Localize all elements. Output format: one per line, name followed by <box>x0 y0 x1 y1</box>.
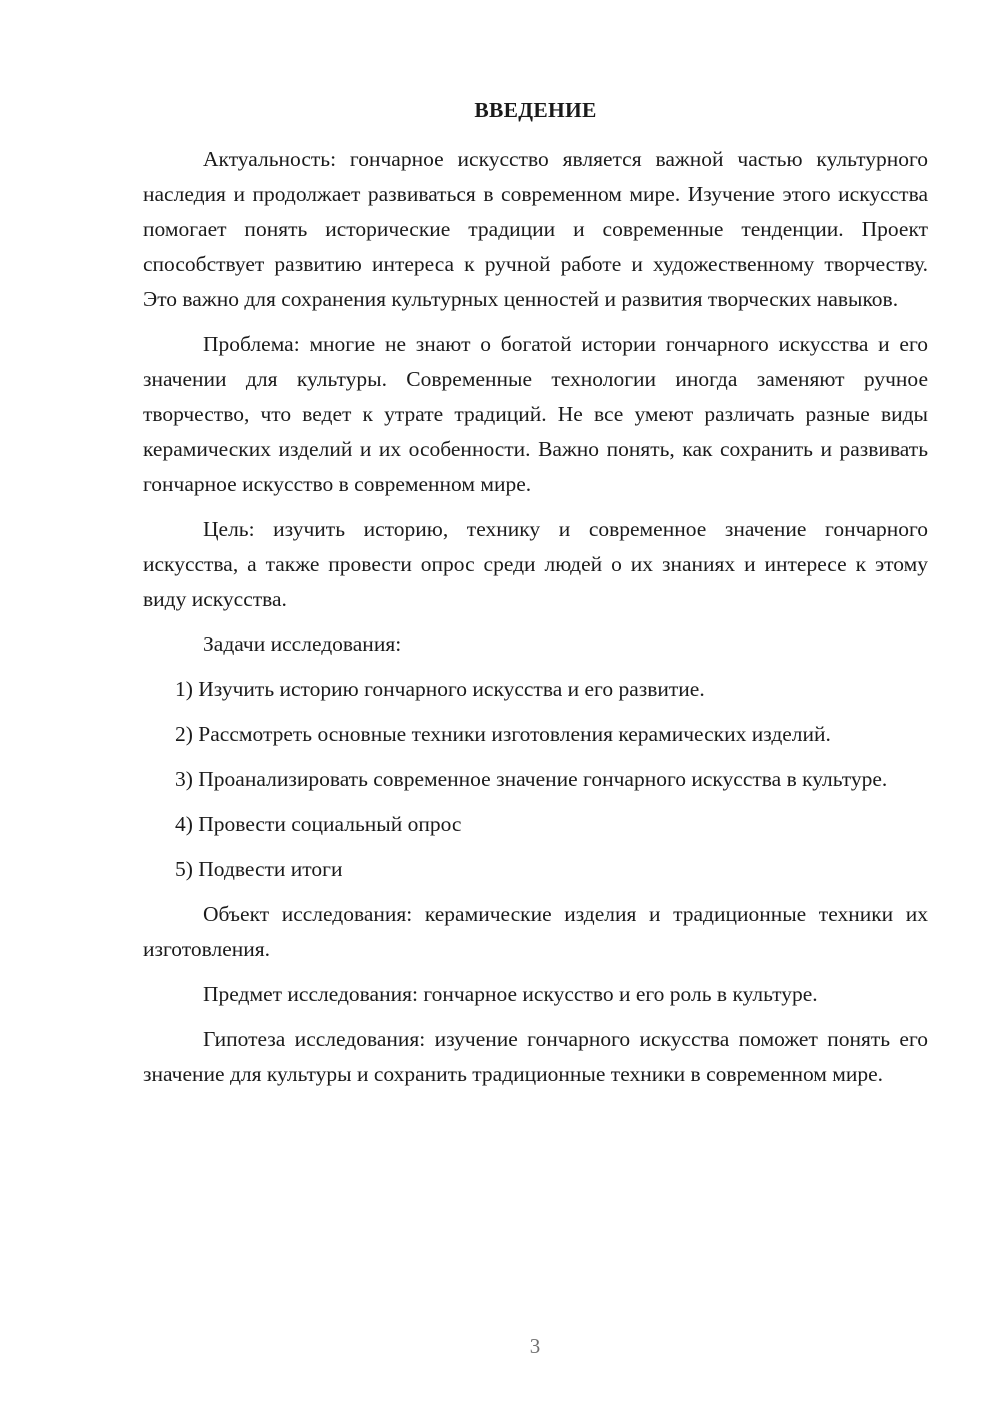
tasks-heading: Задачи исследования: <box>203 632 402 656</box>
subject-paragraph: Предмет исследования: гончарное искусство и его роль в культуре. <box>203 982 818 1006</box>
page-title: ВВЕДЕНИЕ <box>474 98 597 122</box>
page-number: 3 <box>529 1334 541 1358</box>
hypothesis-paragraph: Гипотеза исследования: изучение гончарного искусства поможет понять его значение для культуры и сохранить традиционные техники в современном мире. <box>143 1027 928 1086</box>
task-item-2: 2) Рассмотреть основные техники изготовления керамических изделий. <box>175 722 831 746</box>
task-item-1: 1) Изучить историю гончарного искусства и его развитие. <box>175 677 705 701</box>
object-paragraph: Объект исследования: керамические изделия и традиционные техники их изготовления. <box>143 902 928 961</box>
document-page <box>143 88 928 1102</box>
task-item-3: 3) Проанализировать современное значение гончарного искусства в культуре. <box>175 767 888 791</box>
problem-paragraph: Проблема: многие не знают о богатой истории гончарного искусства и его значении для культуры. Современные технологии иногда заменяют ручное творчество, что ведет к утрате традиций. Не все умеют различать разные виды керамических изделий и их особенности. Важно понять, как сохранить и развивать гончарное искусство в современном мире. <box>143 332 928 496</box>
task-item-5: 5) Подвести итоги <box>175 857 343 881</box>
relevance-paragraph: Актуальность: гончарное искусство является важной частью культурного наследия и продолжает развиваться в современном мире. Изучение этого искусства помогает понять исторические традиции и современные тенденции. Проект способствует развитию интереса к ручной работе и художественному творчеству. Это важно для сохранения культурных ценностей и развития творческих навыков. <box>143 147 928 311</box>
goal-paragraph: Цель: изучить историю, технику и современное значение гончарного искусства, а также провести опрос среди людей о их знаниях и интересе к этому виду искусства. <box>143 517 928 611</box>
task-item-4: 4) Провести социальный опрос <box>175 812 462 836</box>
